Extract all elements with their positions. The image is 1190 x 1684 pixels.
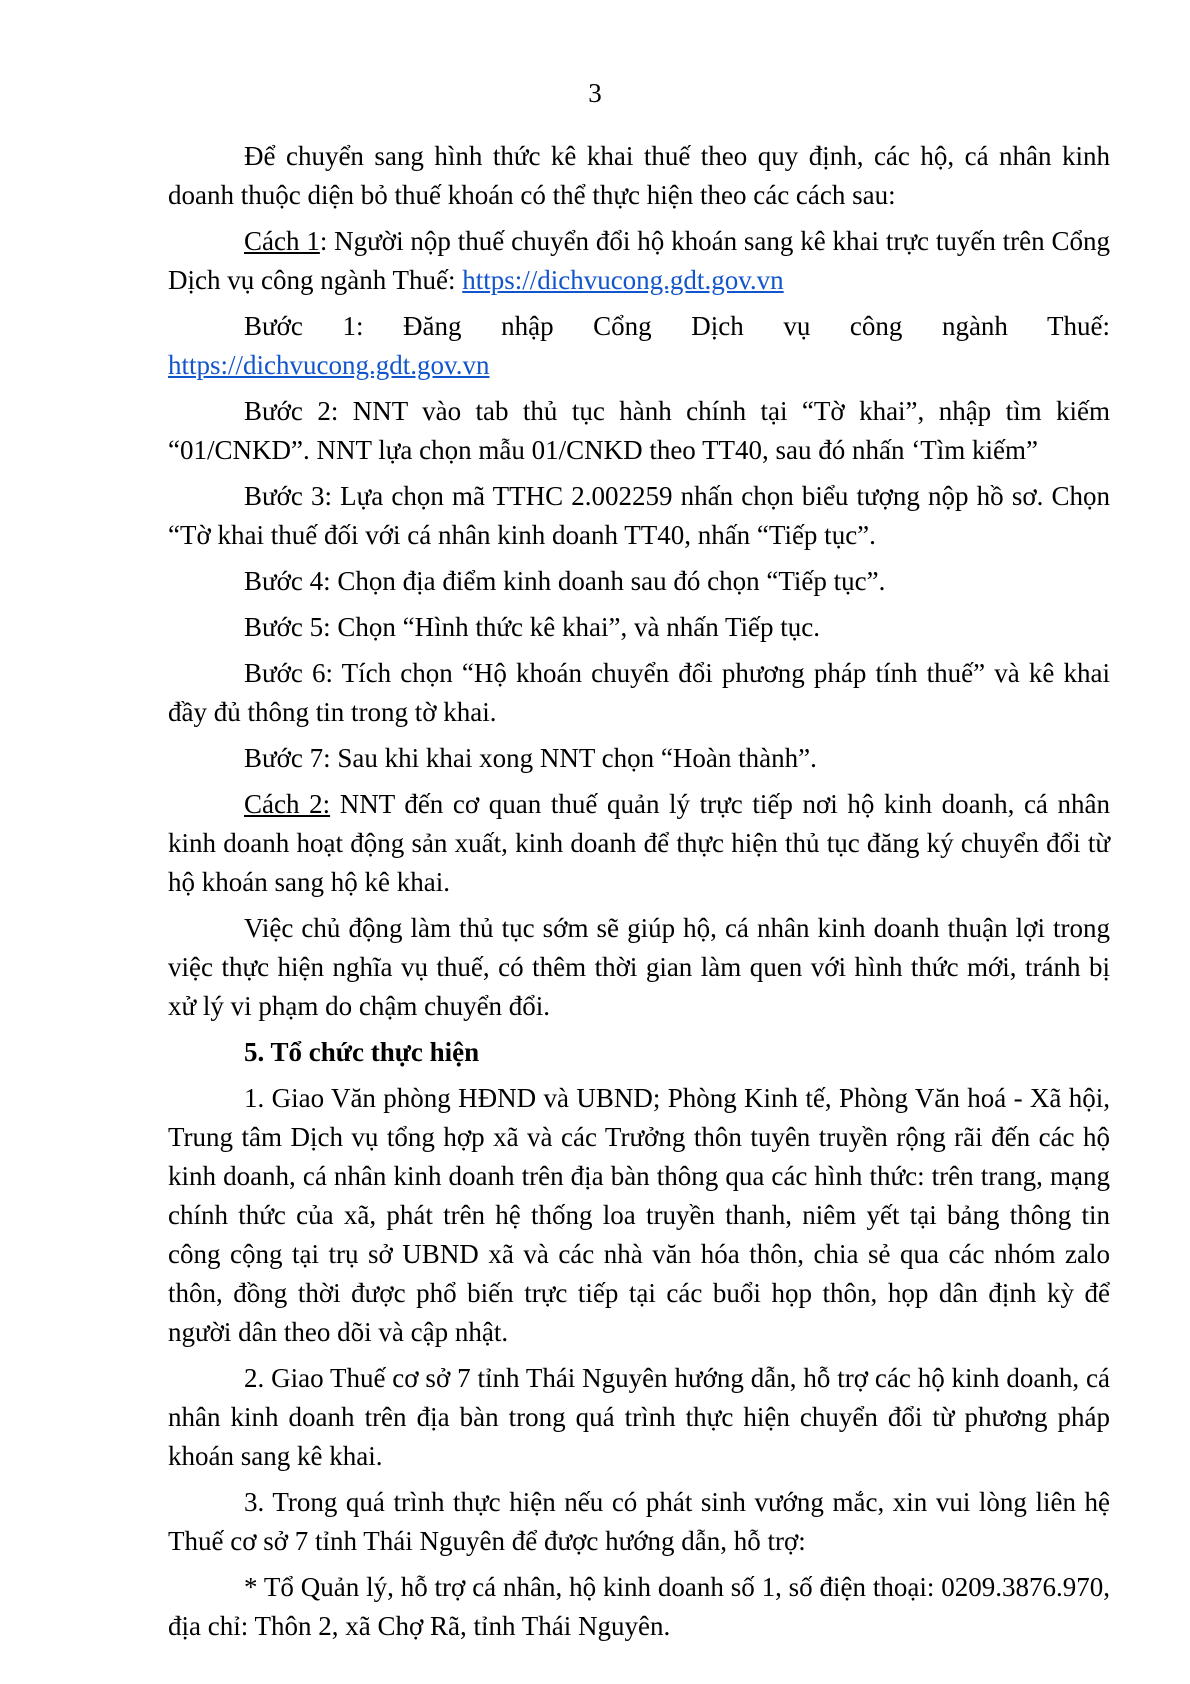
buoc5-text: Bước 5: Chọn “Hình thức kê khai”, và nhấn Tiếp tục.: [244, 612, 820, 642]
buoc1-text: Bước 1: Đăng nhập Cổng Dịch vụ công ngành Thuế:: [244, 311, 1110, 341]
section-heading-text: 5. Tổ chức thực hiện: [244, 1037, 480, 1067]
paragraph-item2: [168, 1359, 1110, 1476]
paragraph-buoc3: [168, 477, 1110, 555]
dichvucong-link-2[interactable]: https://dichvucong.gdt.gov.vn: [168, 350, 490, 380]
paragraph-item1: [168, 1079, 1110, 1352]
page-number: 3: [588, 78, 602, 108]
paragraph-intro: [168, 137, 1110, 215]
paragraph-item3: [168, 1483, 1110, 1561]
paragraph-note: [168, 909, 1110, 1026]
paragraph-buoc2: [168, 392, 1110, 470]
paragraph-cach1: [168, 222, 1110, 300]
buoc7-text: Bước 7: Sau khi khai xong NNT chọn “Hoàn thành”.: [244, 743, 817, 773]
paragraph-buoc7: [168, 739, 1110, 778]
intro-text: Để chuyển sang hình thức kê khai thuế theo quy định, các hộ, cá nhân kinh doanh thuộc diện bỏ thuế khoán có thể thực hiện theo các cách sau:: [168, 141, 1110, 210]
buoc4-text: Bước 4: Chọn địa điểm kinh doanh sau đó chọn “Tiếp tục”.: [244, 566, 886, 596]
cach1-label: Cách 1: [244, 226, 320, 256]
paragraph-buoc1: [168, 307, 1110, 385]
cach2-label: Cách 2:: [244, 789, 331, 819]
item2-text: 2. Giao Thuế cơ sở 7 tỉnh Thái Nguyên hướng dẫn, hỗ trợ các hộ kinh doanh, cá nhân kinh doanh trên địa bàn trong quá trình thực hiện chuyển đổi từ phương pháp khoán sang kê khai.: [168, 1363, 1110, 1471]
section-heading: [168, 1033, 1110, 1072]
buoc2-text: Bước 2: NNT vào tab thủ tục hành chính tại “Tờ khai”, nhập tìm kiếm “01/CNKD”. NNT lựa chọn mẫu 01/CNKD theo TT40, sau đó nhấn ‘Tìm kiếm”: [168, 396, 1110, 465]
paragraph-contact: [168, 1568, 1110, 1646]
cach2-text: NNT đến cơ quan thuế quản lý trực tiếp nơi hộ kinh doanh, cá nhân kinh doanh hoạt động sản xuất, kinh doanh để thực hiện thủ tục đăng ký chuyển đổi từ hộ khoán sang hộ kê khai.: [168, 789, 1110, 897]
paragraph-buoc6: [168, 654, 1110, 732]
item3-text: 3. Trong quá trình thực hiện nếu có phát sinh vướng mắc, xin vui lòng liên hệ Thuế cơ sở 7 tỉnh Thái Nguyên để được hướng dẫn, hỗ trợ:: [168, 1487, 1110, 1556]
item1-text: 1. Giao Văn phòng HĐND và UBND; Phòng Kinh tế, Phòng Văn hoá - Xã hội, Trung tâm Dịch vụ tổng hợp xã và các Trưởng thôn tuyên truyền rộng rãi đến các hộ kinh doanh, cá nhân kinh doanh trên địa bàn thông qua các hình thức: trên trang, mạng chính thức của xã, phát trên hệ thống loa truyền thanh, niêm yết tại bảng thông tin công cộng tại trụ sở UBND xã và các nhà văn hóa thôn, chia sẻ qua các nhóm zalo thôn, đồng thời được phổ biến trực tiếp tại các buổi họp thôn, họp dân định kỳ để người dân theo dõi và cập nhật.: [168, 1083, 1110, 1347]
paragraph-buoc4: [168, 562, 1110, 601]
paragraph-buoc5: [168, 608, 1110, 647]
note-text: Việc chủ động làm thủ tục sớm sẽ giúp hộ, cá nhân kinh doanh thuận lợi trong việc thực hiện nghĩa vụ thuế, có thêm thời gian làm quen với hình thức mới, tránh bị xử lý vi phạm do chậm chuyển đổi.: [168, 913, 1110, 1021]
contact-text: * Tổ Quản lý, hỗ trợ cá nhân, hộ kinh doanh số 1, số điện thoại: 0209.3876.970, địa chỉ: Thôn 2, xã Chợ Rã, tỉnh Thái Nguyên.: [168, 1572, 1110, 1641]
paragraph-cach2: [168, 785, 1110, 902]
buoc3-text: Bước 3: Lựa chọn mã TTHC 2.002259 nhấn chọn biểu tượng nộp hồ sơ. Chọn “Tờ khai thuế đối với cá nhân kinh doanh TT40, nhấn “Tiếp tục”.: [168, 481, 1110, 550]
dichvucong-link[interactable]: https://dichvucong.gdt.gov.vn: [462, 265, 784, 295]
cach1-text: : Người nộp thuế chuyển đổi hộ khoán sang kê khai trực tuyến trên Cổng Dịch vụ công ngành Thuế:: [168, 226, 1110, 295]
buoc6-text: Bước 6: Tích chọn “Hộ khoán chuyển đổi phương pháp tính thuế” và kê khai đầy đủ thông tin trong tờ khai.: [168, 658, 1110, 727]
